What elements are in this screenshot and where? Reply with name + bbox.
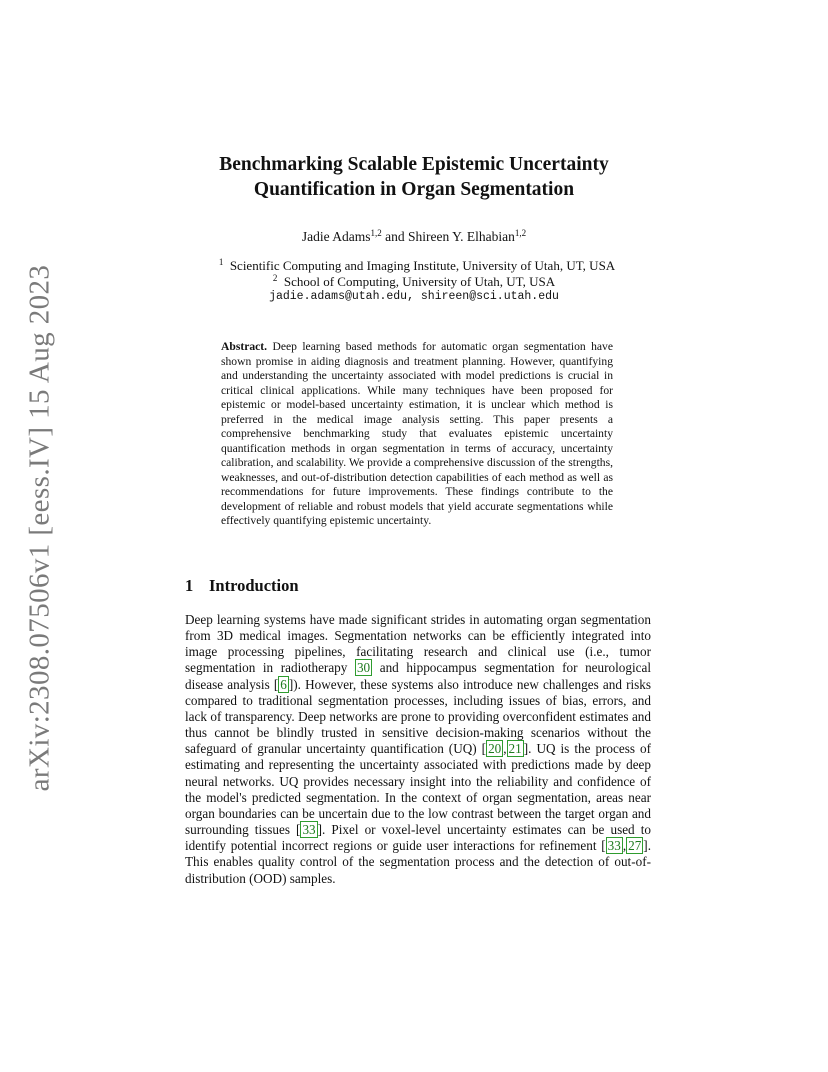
body-text: , [622, 838, 627, 854]
citation-link[interactable]: 27 [628, 838, 642, 854]
affiliation-text: School of Computing, University of Utah, UT, USA [283, 274, 556, 289]
title-line-2: Quantification in Organ Segmentation [253, 179, 575, 200]
citation-link[interactable]: 20 [488, 741, 502, 757]
affiliation-text: Scientific Computing and Imaging Institute, University of Utah, UT, USA [229, 258, 616, 273]
affiliation-mark: 1 [218, 257, 224, 267]
citation-link[interactable]: 21 [508, 741, 522, 757]
introduction-paragraph [185, 612, 651, 887]
abstract [221, 340, 613, 529]
body-text: ]. This enables quality control of the segmentation process and the detection of out-of-distribution (OOD) samples. [185, 838, 651, 886]
affiliation-mark: 2 [272, 273, 278, 283]
citation-link[interactable]: 33 [607, 838, 621, 854]
affiliation-1 [3, 258, 828, 274]
paper-title [0, 152, 828, 202]
body-text: Deep learning systems have made significant strides in automating organ segmentation from 3D medical images. Segmentation networks can be efficiently integrated into image processing pipelines, facilitating research and clinical use (i.e., tumor segmentation in radiotherapy [185, 612, 651, 676]
section-title: Introduction [209, 576, 299, 595]
citation-link[interactable]: 30 [356, 660, 371, 676]
author-name: Jadie Adams [301, 229, 371, 244]
arxiv-identifier: arXiv:2308.07506v1 [eess.IV] 15 Aug 2023 [23, 264, 56, 792]
section-number: 1 [185, 576, 194, 595]
title-line-1: Benchmarking Scalable Epistemic Uncertainty [219, 154, 609, 175]
author-name: Shireen Y. Elhabian [408, 229, 515, 244]
body-text: ]). However, these systems also introduce new challenges and risks compared to traditional segmentation processes, including issues of bias, errors, and lack of transparency. Deep networks are prone to providing overconfident estimates and thus cannot be blindly trusted in sensitive decision-making scenarios without the safeguard of granular uncertainty quantification (UQ) [ [185, 676, 651, 757]
body-text: and hippocampus segmentation for neurological disease analysis [ [185, 660, 651, 692]
body-text: , [503, 741, 507, 757]
author-conjunction: and [381, 229, 408, 244]
citation-link[interactable]: 33 [302, 822, 316, 838]
citation-link[interactable]: 6 [280, 676, 287, 692]
body-text: ]. Pixel or voxel-level uncertainty estimates can be used to identify potential incorrect regions or guide user interactions for refinement [ [185, 822, 651, 854]
abstract-text: Deep learning based methods for automatic organ segmentation have shown promise in aiding diagnosis and treatment planning. However, quantifying and understanding the uncertainty associated with model predictions is crucial in critical clinical applications. While many techniques have been proposed for epistemic or model-based uncertainty estimation, it is unclear which method is preferred in the medical image analysis setting. This paper presents a comprehensive benchmarking study that evaluates epistemic uncertainty quantification methods in organ segmentation in terms of accuracy, uncertainty calibration, and scalability. We provide a comprehensive discussion of the strengths, weaknesses, and out-of-distribution detection capabilities of each method as well as recommendations for future improvements. These findings contribute to the development of reliable and robust models that yield accurate segmentations while effectively quantifying epistemic uncertainty. [221, 340, 613, 527]
author-affiliation-mark: 1,2 [370, 228, 382, 238]
author-list [0, 229, 828, 245]
body-text: ]. UQ is the process of estimating and representing the uncertainty associated with predictions made by deep neural networks. UQ provides necessary insight into the reliability and confidence of the model's predicted segmentation. In the context of organ segmentation, areas near organ boundaries can be uncertain due to the low contrast between the target organ and surrounding tissues [ [185, 741, 651, 838]
abstract-label: Abstract. [221, 340, 268, 353]
affiliation-2 [0, 274, 828, 290]
author-affiliation-mark: 1,2 [514, 228, 527, 238]
author-emails: jadie.adams@utah.edu, shireen@sci.utah.edu [269, 290, 559, 303]
